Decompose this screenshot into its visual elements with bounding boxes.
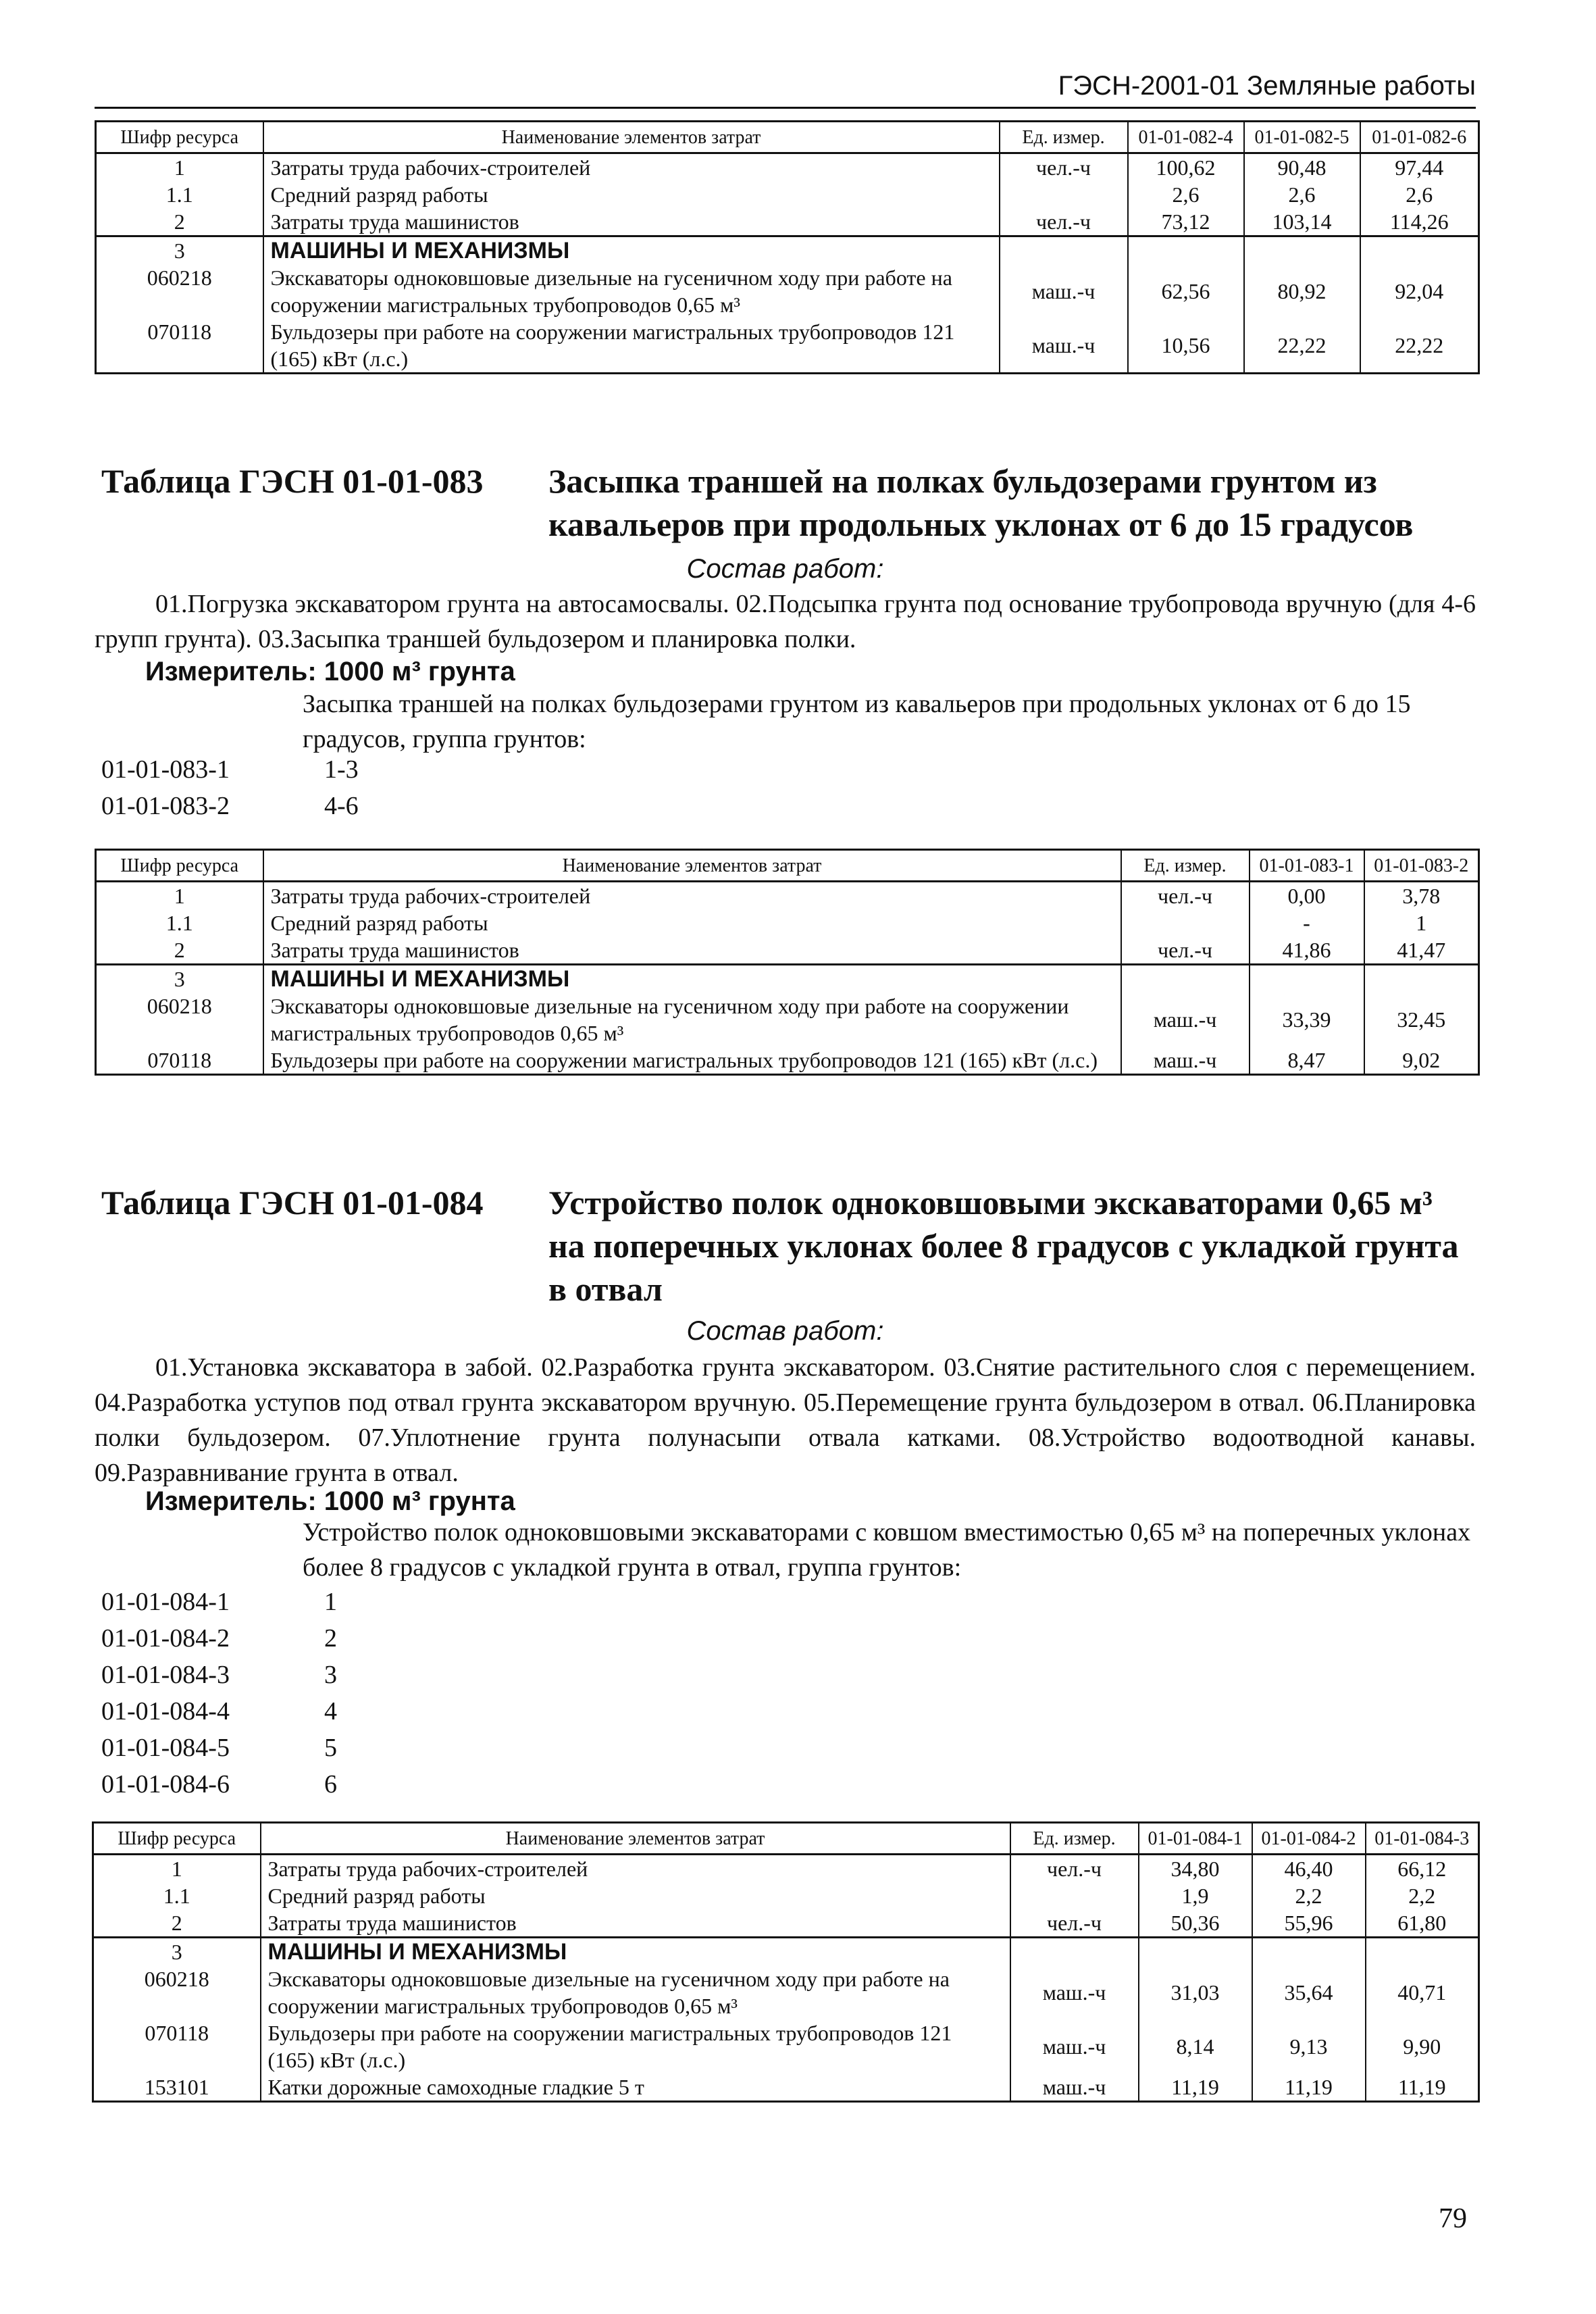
column-header-name: Наименование элементов затрат [263, 122, 1000, 153]
list-item [101, 1693, 337, 1730]
norm-value-cell: 1 [1364, 909, 1479, 936]
table-row [93, 2019, 1479, 2073]
unit-cell: маш.-ч [1010, 2019, 1139, 2073]
norm-code-list [101, 751, 359, 824]
resource-code-cell: 2 [93, 1909, 261, 1938]
norm-value-cell: 10,56 [1128, 318, 1244, 374]
list-item [101, 1730, 337, 1766]
soil-group: 2 [324, 1624, 337, 1653]
soil-group: 1 [324, 1588, 337, 1616]
unit-cell: чел.-ч [1000, 208, 1128, 236]
norm-value-cell: 2,6 [1128, 181, 1244, 208]
norm-code: 01-01-084-3 [101, 1661, 230, 1689]
norm-value-cell: 100,62 [1128, 153, 1244, 182]
norm-value-cell: 41,86 [1250, 936, 1364, 965]
table-083-title: Засыпка траншей на полках бульдозерами грунтом из кавальеров при продольных уклонах от 6 до 15 градусов [548, 462, 1414, 543]
resource-name-cell: Экскаваторы одноковшовые дизельные на гусеничном ходу при работе на сооружении магистральных трубопроводов 0,65 м³ [263, 992, 1121, 1047]
measure-unit: Измеритель: 1000 м³ грунта [145, 657, 515, 686]
norm-value-cell: 90,48 [1244, 153, 1360, 182]
column-header-norm: 01-01-084-1 [1139, 1823, 1252, 1855]
norm-code: 01-01-084-6 [101, 1770, 230, 1799]
table-row [96, 181, 1479, 208]
running-head: ГЭСН-2001-01 Земляные работы [95, 65, 1476, 109]
soil-group: 5 [324, 1734, 337, 1762]
resource-code-cell: 1.1 [93, 1882, 261, 1909]
norm-description: Засыпка траншей на полках бульдозерами грунтом из кавальеров при продольных уклонах от 6 до 15 градусов, группа грунтов: [303, 690, 1411, 753]
norm-code-list [101, 1584, 337, 1803]
soil-group: 3 [324, 1661, 337, 1689]
column-header-unit: Ед. измер. [1000, 122, 1128, 153]
list-item [101, 751, 359, 788]
resource-name-cell: Затраты труда рабочих-строителей [263, 153, 1000, 182]
unit-cell: маш.-ч [1010, 2073, 1139, 2102]
resource-code-cell: 1.1 [96, 909, 263, 936]
resource-name-cell: Экскаваторы одноковшовые дизельные на гусеничном ходу при работе на сооружении магистральных трубопроводов 0,65 м³ [261, 1965, 1010, 2019]
resource-code-cell: 1.1 [96, 181, 263, 208]
unit-cell: чел.-ч [1010, 1855, 1139, 1883]
composition-label: Состав работ: [686, 1316, 884, 1346]
soil-group: 1-3 [324, 755, 359, 784]
resource-code-cell: 1 [96, 882, 263, 910]
table-row [96, 208, 1479, 236]
norm-value-cell [1244, 236, 1360, 265]
table-row [96, 936, 1479, 965]
column-header-unit: Ед. измер. [1010, 1823, 1139, 1855]
norm-value-cell: 8,14 [1139, 2019, 1252, 2073]
composition-text: 01.Установка экскаватора в забой. 02.Разработка грунта экскаватором. 03.Снятие растительного слоя с перемещением. 04.Разработка уступов под отвал грунта экскаватором вручную. 05.Перемещение грунта бульдозером в отвал. 06.Планировка полки бульдозером. 07.Уплотнение грунта полунасыпи отвала катками. 08.Устройство водоотводной канавы. 09.Разравнивание грунта в отвал. [95, 1353, 1476, 1487]
table-row [96, 965, 1479, 993]
norm-value-cell [1252, 1938, 1366, 1966]
soil-group: 6 [324, 1770, 337, 1799]
table-row [93, 1855, 1479, 1883]
list-item [101, 1766, 337, 1803]
table-084-code: Таблица ГЭСН 01-01-084 [101, 1184, 484, 1222]
norm-value-cell: 34,80 [1139, 1855, 1252, 1883]
norm-value-cell: 31,03 [1139, 1965, 1252, 2019]
unit-cell: чел.-ч [1010, 1909, 1139, 1938]
norm-value-cell: 33,39 [1250, 992, 1364, 1047]
resource-name-cell: МАШИНЫ И МЕХАНИЗМЫ [261, 1938, 1010, 1966]
unit-cell: маш.-ч [1121, 992, 1250, 1047]
column-header-name: Наименование элементов затрат [263, 850, 1121, 882]
norm-value-cell: 73,12 [1128, 208, 1244, 236]
norm-value-cell: 22,22 [1244, 318, 1360, 374]
table-header-row [96, 850, 1479, 882]
resource-code-cell: 2 [96, 208, 263, 236]
column-header-norm: 01-01-083-2 [1364, 850, 1479, 882]
resource-name-cell: Средний разряд работы [261, 1882, 1010, 1909]
soil-group: 4 [324, 1697, 337, 1726]
column-header-code: Шифр ресурса [93, 1823, 261, 1855]
table-header-row [93, 1823, 1479, 1855]
norm-value-cell: 9,90 [1366, 2019, 1479, 2073]
resource-code-cell: 3 [96, 236, 263, 265]
norm-value-cell: 9,02 [1364, 1047, 1479, 1075]
resource-code-cell: 060218 [96, 992, 263, 1047]
list-item [101, 788, 359, 824]
page-number: 79 [1439, 2203, 1467, 2234]
resource-code-cell: 070118 [93, 2019, 261, 2073]
norm-value-cell: 2,6 [1244, 181, 1360, 208]
resource-name-cell: Затраты труда машинистов [263, 208, 1000, 236]
unit-cell [1010, 1882, 1139, 1909]
unit-cell [1000, 181, 1128, 208]
norm-value-cell [1366, 1938, 1479, 1966]
norm-description: Устройство полок одноковшовыми экскаваторами с ковшом вместимостью 0,65 м³ на поперечных уклонах более 8 градусов с укладкой грунта в отвал, группа грунтов: [303, 1518, 1471, 1582]
table-row [96, 1047, 1479, 1075]
norm-code: 01-01-083-1 [101, 755, 230, 784]
resource-name-cell: Средний разряд работы [263, 181, 1000, 208]
resource-name-cell: МАШИНЫ И МЕХАНИЗМЫ [263, 236, 1000, 265]
norm-value-cell: 1,9 [1139, 1882, 1252, 1909]
norm-value-cell: 40,71 [1366, 1965, 1479, 2019]
norm-value-cell: 35,64 [1252, 1965, 1366, 2019]
composition-label: Состав работ: [686, 554, 884, 584]
resource-name-cell: Затраты труда машинистов [261, 1909, 1010, 1938]
list-item [101, 1584, 337, 1620]
norm-value-cell: 3,78 [1364, 882, 1479, 910]
unit-cell: чел.-ч [1121, 882, 1250, 910]
norm-value-cell: 97,44 [1360, 153, 1479, 182]
table-row [96, 153, 1479, 182]
column-header-norm: 01-01-083-1 [1250, 850, 1364, 882]
norm-value-cell: 103,14 [1244, 208, 1360, 236]
table-header-row [96, 122, 1479, 153]
resource-code-cell: 060218 [93, 1965, 261, 2019]
resource-code-cell: 1 [93, 1855, 261, 1883]
table-row [96, 992, 1479, 1047]
resource-code-cell: 1 [96, 153, 263, 182]
column-header-name: Наименование элементов затрат [261, 1823, 1010, 1855]
column-header-norm: 01-01-084-3 [1366, 1823, 1479, 1855]
table-row [93, 2073, 1479, 2102]
table-084-title: Устройство полок одноковшовыми экскаваторами 0,65 м³ на поперечных уклонах более 8 градусов с укладкой грунта в отвал [548, 1184, 1459, 1308]
table-row [93, 1882, 1479, 1909]
resource-table-082 [95, 120, 1480, 374]
norm-value-cell: 8,47 [1250, 1047, 1364, 1075]
table-083-code: Таблица ГЭСН 01-01-083 [101, 462, 484, 500]
column-header-unit: Ед. измер. [1121, 850, 1250, 882]
norm-value-cell: 11,19 [1366, 2073, 1479, 2102]
resource-code-cell: 060218 [96, 264, 263, 318]
unit-cell: маш.-ч [1000, 318, 1128, 374]
table-row [96, 264, 1479, 318]
resource-name-cell: МАШИНЫ И МЕХАНИЗМЫ [263, 965, 1121, 993]
measure-unit: Измеритель: 1000 м³ грунта [145, 1486, 515, 1516]
norm-code: 01-01-084-2 [101, 1624, 230, 1653]
resource-name-cell: Катки дорожные самоходные гладкие 5 т [261, 2073, 1010, 2102]
resource-table-084 [92, 1821, 1480, 2103]
table-row [93, 1909, 1479, 1938]
norm-value-cell [1364, 965, 1479, 993]
norm-value-cell [1360, 236, 1479, 265]
soil-group: 4-6 [324, 792, 359, 820]
norm-value-cell [1250, 965, 1364, 993]
norm-value-cell: 46,40 [1252, 1855, 1366, 1883]
norm-value-cell: 61,80 [1366, 1909, 1479, 1938]
resource-name-cell: Средний разряд работы [263, 909, 1121, 936]
resource-name-cell: Бульдозеры при работе на сооружении магистральных трубопроводов 121 (165) кВт (л.с.) [261, 2019, 1010, 2073]
norm-value-cell: 2,2 [1366, 1882, 1479, 1909]
norm-value-cell: 55,96 [1252, 1909, 1366, 1938]
resource-name-cell: Затраты труда машинистов [263, 936, 1121, 965]
resource-code-cell: 070118 [96, 1047, 263, 1075]
norm-value-cell: 66,12 [1366, 1855, 1479, 1883]
unit-cell: чел.-ч [1121, 936, 1250, 965]
unit-cell: маш.-ч [1121, 1047, 1250, 1075]
norm-code: 01-01-084-4 [101, 1697, 230, 1726]
resource-table-083 [95, 849, 1480, 1076]
resource-code-cell: 3 [93, 1938, 261, 1966]
resource-code-cell: 070118 [96, 318, 263, 374]
norm-value-cell: 11,19 [1252, 2073, 1366, 2102]
norm-value-cell [1128, 236, 1244, 265]
norm-value-cell [1139, 1938, 1252, 1966]
norm-code: 01-01-084-1 [101, 1588, 230, 1616]
unit-cell [1121, 909, 1250, 936]
column-header-code: Шифр ресурса [96, 850, 263, 882]
unit-cell: маш.-ч [1000, 264, 1128, 318]
composition-text: 01.Погрузка экскаватором грунта на автосамосвалы. 02.Подсыпка грунта под основание трубопровода вручную (для 4-6 групп грунта). 03.Засыпка траншей бульдозером и планировка полки. [95, 590, 1476, 653]
norm-value-cell: 11,19 [1139, 2073, 1252, 2102]
table-row [96, 318, 1479, 374]
norm-value-cell: 9,13 [1252, 2019, 1366, 2073]
resource-code-cell: 2 [96, 936, 263, 965]
column-header-norm: 01-01-082-5 [1244, 122, 1360, 153]
resource-name-cell: Экскаваторы одноковшовые дизельные на гусеничном ходу при работе на сооружении магистральных трубопроводов 0,65 м³ [263, 264, 1000, 318]
column-header-norm: 01-01-082-6 [1360, 122, 1479, 153]
column-header-norm: 01-01-084-2 [1252, 1823, 1366, 1855]
norm-value-cell: 2,2 [1252, 1882, 1366, 1909]
table-row [96, 236, 1479, 265]
list-item [101, 1657, 337, 1693]
norm-code: 01-01-084-5 [101, 1734, 230, 1762]
table-row [93, 1965, 1479, 2019]
resource-name-cell: Затраты труда рабочих-строителей [263, 882, 1121, 910]
unit-cell [1010, 1938, 1139, 1966]
norm-value-cell: 0,00 [1250, 882, 1364, 910]
table-row [93, 1938, 1479, 1966]
table-row [96, 882, 1479, 910]
norm-value-cell: 22,22 [1360, 318, 1479, 374]
unit-cell: маш.-ч [1010, 1965, 1139, 2019]
list-item [101, 1620, 337, 1657]
norm-value-cell: 80,92 [1244, 264, 1360, 318]
table-row [96, 909, 1479, 936]
resource-name-cell: Бульдозеры при работе на сооружении магистральных трубопроводов 121 (165) кВт (л.с.) [263, 318, 1000, 374]
norm-value-cell: 62,56 [1128, 264, 1244, 318]
norm-value-cell: - [1250, 909, 1364, 936]
norm-value-cell: 32,45 [1364, 992, 1479, 1047]
resource-code-cell: 3 [96, 965, 263, 993]
norm-value-cell: 92,04 [1360, 264, 1479, 318]
column-header-code: Шифр ресурса [96, 122, 263, 153]
norm-value-cell: 2,6 [1360, 181, 1479, 208]
norm-value-cell: 114,26 [1360, 208, 1479, 236]
norm-code: 01-01-083-2 [101, 792, 230, 820]
norm-value-cell: 41,47 [1364, 936, 1479, 965]
resource-name-cell: Бульдозеры при работе на сооружении магистральных трубопроводов 121 (165) кВт (л.с.) [263, 1047, 1121, 1075]
unit-cell: чел.-ч [1000, 153, 1128, 182]
unit-cell [1121, 965, 1250, 993]
resource-code-cell: 153101 [93, 2073, 261, 2102]
column-header-norm: 01-01-082-4 [1128, 122, 1244, 153]
resource-name-cell: Затраты труда рабочих-строителей [261, 1855, 1010, 1883]
norm-value-cell: 50,36 [1139, 1909, 1252, 1938]
unit-cell [1000, 236, 1128, 265]
